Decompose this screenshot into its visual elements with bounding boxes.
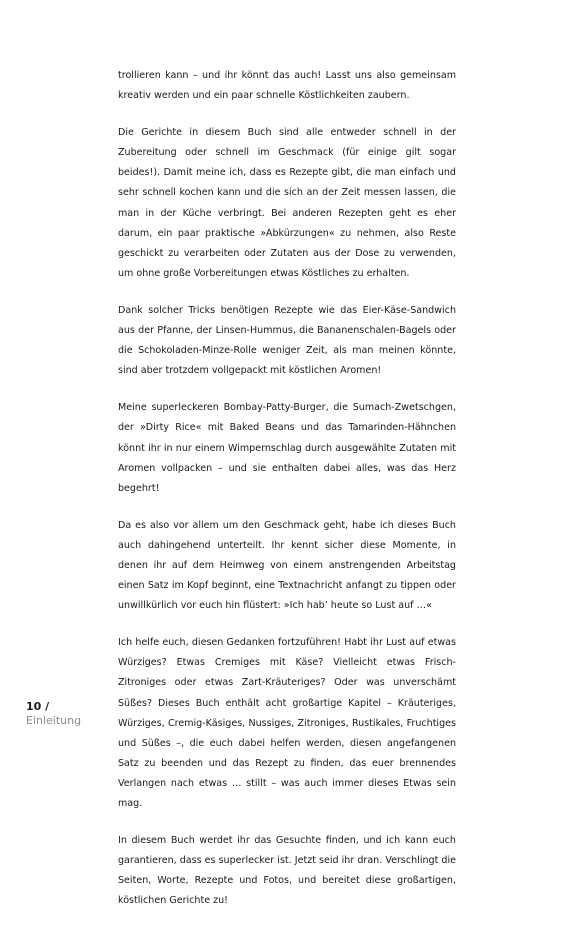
paragraph-7: In diesem Buch werdet ihr das Gesuchte finden, und ich kann euch garantieren, dass es superlecker ist. Jetzt seid ihr dran. Verschlingt die Seiten, Worte, Rezepte und Fotos, und bereitet diese großartigen, köstlichen Gerichte zu! — [118, 835, 456, 907]
paragraph-2: Die Gerichte in diesem Buch sind alle entweder schnell in der Zubereitung oder schnell im Geschmack (für einige gilt sogar beides!). Damit meine ich, dass es Rezepte gibt, die man einfach und sehr schnell kochen kann und die sich an der Zeit messen lassen, die man in der Küche verbringt. Bei anderen Rezepten geht es eher darum, ein paar praktische »Abkürzungen« zu nehmen, also Reste geschickt zu verarbeiten oder Zutaten aus der Dose zu verwenden, um ohne große Vorbereitungen etwas Köstliches zu erhalten. — [118, 127, 456, 279]
page-footer — [26, 700, 81, 728]
body-text — [118, 66, 456, 928]
section-title: Einleitung — [26, 714, 82, 727]
page-number: 10 / — [26, 700, 50, 713]
paragraph-1: trollieren kann – und ihr könnt das auch! Lasst uns also gemeinsam kreativ werden und ein paar schnelle Köstlichkeiten zaubern. — [118, 70, 456, 102]
paragraph-5: Da es also vor allem um den Geschmack geht, habe ich dieses Buch auch dahingehend unterteilt. Ihr kennt sicher diese Momente, in denen ihr auf dem Heimweg von einem anstrengenden Arbeitstag einen Satz im Kopf beginnt, eine Textnachricht anfangt zu tippen oder unwillkürlich vor euch hin flüstert: »Ich hab’ heute so Lust auf …« — [118, 519, 456, 612]
paragraph-6: Ich helfe euch, diesen Gedanken fortzuführen! Habt ihr Lust auf etwas Würziges? Etwas Cremiges mit Käse? Vielleicht etwas Frisch-Zitroniges oder etwas Zart-Kräuteriges? Oder was unverschämt Süßes? Dieses Buch enthält acht großartige Kapitel – Kräuteriges, Würziges, Cremig-Käsiges, Nussiges, Zitroniges, Rustikales, Fruchtiges und Süßes –, die euch dabei helfen werden, diesen angefangenen Satz zu beenden und das Rezept zu finden, das euer brennendes Verlangen nach etwas … stillt – was auch immer dieses Etwas sein mag. — [118, 637, 456, 809]
paragraph-4: Meine superleckeren Bombay-Patty-Burger, die Sumach-Zwetschgen, der »Dirty Rice« mit Baked Beans und das Tamarinden-Hähnchen könnt ihr in nur einem Wimpernschlag durch ausgewählte Zutaten mit Aromen vollpacken – und sie enthalten dabei alles, was das Herz begehrt! — [118, 402, 456, 494]
paragraph-3: Dank solcher Tricks benötigen Rezepte wie das Eier-Käse-Sandwich aus der Pfanne, der Linsen-Hummus, die Bananenschalen-Bagels oder die Schokoladen-Minze-Rolle weniger Zeit, als man meinen könnte, sind aber trotzdem vollgepackt mit köstlichen Aromen! — [118, 304, 456, 377]
